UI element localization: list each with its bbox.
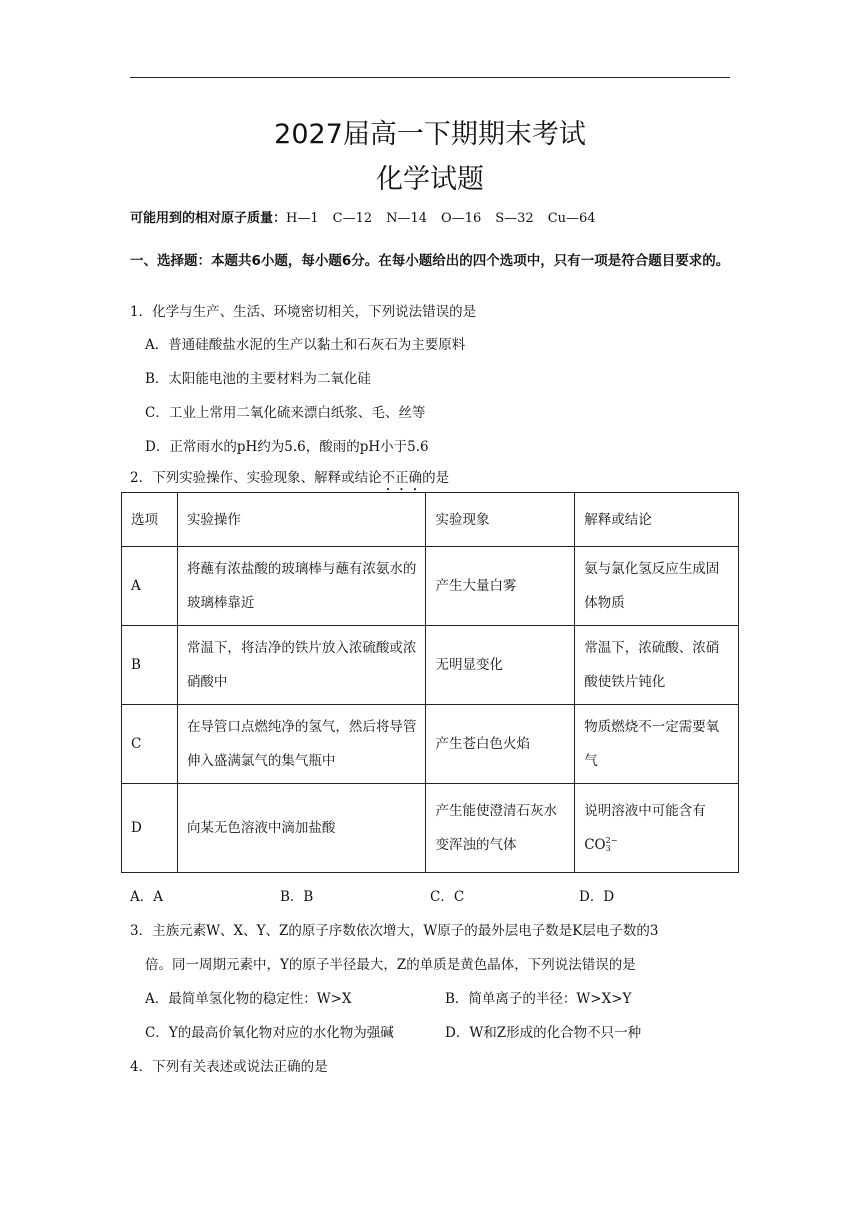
- subject-title: 化学试题: [376, 164, 484, 195]
- table-cell: D: [122, 784, 178, 873]
- q2-stem-text: 2．下列实验操作、实验现象、解释或结论: [130, 470, 382, 486]
- q2-stem: [130, 466, 449, 494]
- table-cell: C: [122, 705, 178, 784]
- q3-option-d: D．W和Z形成的化合物不只一种: [445, 1025, 642, 1041]
- atomic-masses: [130, 207, 596, 226]
- table-header-row: [122, 493, 739, 547]
- table-cell: 物质燃烧不一定需要氧气: [575, 705, 739, 784]
- table-cell: 产生大量白雾: [426, 547, 575, 626]
- table-cell: A: [122, 547, 178, 626]
- header-cell: 解释或结论: [575, 493, 739, 547]
- table-cell: 无明显变化: [426, 626, 575, 705]
- q2-stem-end: 的是: [422, 470, 450, 486]
- formula-charge: 2−: [605, 836, 618, 845]
- table-cell: 将蘸有浓盐酸的玻璃棒与蘸有浓氨水的玻璃棒靠近: [177, 547, 426, 626]
- q2-table: [121, 492, 739, 873]
- q3-option-b: B．简单离子的半径：W>X>Y: [445, 991, 632, 1007]
- mass-item: H—1: [286, 211, 319, 226]
- table-cell: 在导管口点燃纯净的氢气，然后将导管伸入盛满氯气的集气瓶中: [177, 705, 426, 784]
- carbonate-formula: [584, 837, 617, 853]
- q1-option-d: D．正常雨水的pH约为5.6，酸雨的pH小于5.6: [145, 439, 429, 455]
- formula-indices: [606, 837, 618, 853]
- atomic-masses-label: 可能用到的相对原子质量：: [130, 211, 287, 226]
- header-cell: 实验操作: [177, 493, 426, 547]
- q1-option-c: C．工业上常用二氧化硫来漂白纸浆、毛、丝等: [145, 405, 426, 421]
- header-rule: [130, 77, 730, 78]
- q1-option-b: B．太阳能电池的主要材料为二氧化硅: [145, 371, 371, 387]
- table-cell: B: [122, 626, 178, 705]
- section-heading: 一、选择题：本题共6小题，每小题6分。在每小题给出的四个选项中，只有一项是符合题目要求的。: [130, 253, 730, 269]
- q3-stem-line1: 3．主族元素W、X、Y、Z的原子序数依次增大，W原子的最外层电子数是K层电子数的3: [130, 923, 659, 939]
- table-row: [122, 626, 739, 705]
- table-row: [122, 547, 739, 626]
- mass-item: N—14: [386, 211, 428, 226]
- q2-stem-emphasis: 不正确: [381, 470, 423, 486]
- header-cell: 选项: [122, 493, 178, 547]
- formula-subscript: 3: [605, 844, 611, 853]
- table-cell: 产生能使澄清石灰水变浑浊的气体: [426, 784, 575, 873]
- conclusion-text: 说明溶液中可能含有: [584, 803, 706, 819]
- exam-title: 2027届高一下期期末考试: [274, 119, 586, 150]
- table-cell: 常温下，浓硫酸、浓硝酸使铁片钝化: [575, 626, 739, 705]
- table-cell: 氨与氯化氢反应生成固体物质: [575, 547, 739, 626]
- table-cell: 常温下，将洁净的铁片放入浓硫酸或浓硝酸中: [177, 626, 426, 705]
- q2-option-d: D．D: [579, 889, 615, 905]
- q2-option-b: B．B: [280, 889, 314, 905]
- table-cell: 向某无色溶液中滴加盐酸: [177, 784, 426, 873]
- q2-option-c: C．C: [430, 889, 465, 905]
- table-cell: [575, 784, 739, 873]
- header-cell: 实验现象: [426, 493, 575, 547]
- q3-option-c: C．Y的最高价氧化物对应的水化物为强碱: [145, 1025, 394, 1041]
- q1-option-a: A．普通硅酸盐水泥的生产以黏土和石灰石为主要原料: [145, 337, 466, 353]
- formula-base: CO: [584, 837, 606, 853]
- q1-stem: 1．化学与生产、生活、环境密切相关，下列说法错误的是: [130, 304, 477, 320]
- table-row: [122, 705, 739, 784]
- q3-option-a: A．最简单氢化物的稳定性：W>X: [145, 991, 352, 1007]
- table-cell: 产生苍白色火焰: [426, 705, 575, 784]
- mass-item: Cu—64: [547, 211, 596, 226]
- mass-item: S—32: [495, 211, 534, 226]
- mass-item: C—12: [332, 211, 373, 226]
- q2-option-a: A．A: [130, 889, 163, 905]
- q4-stem: 4．下列有关表述或说法正确的是: [130, 1059, 328, 1075]
- q3-stem-line2: 倍。同一周期元素中，Y的原子半径最大，Z的单质是黄色晶体，下列说法错误的是: [145, 957, 636, 973]
- mass-item: O—16: [441, 211, 482, 226]
- table-row: [122, 784, 739, 873]
